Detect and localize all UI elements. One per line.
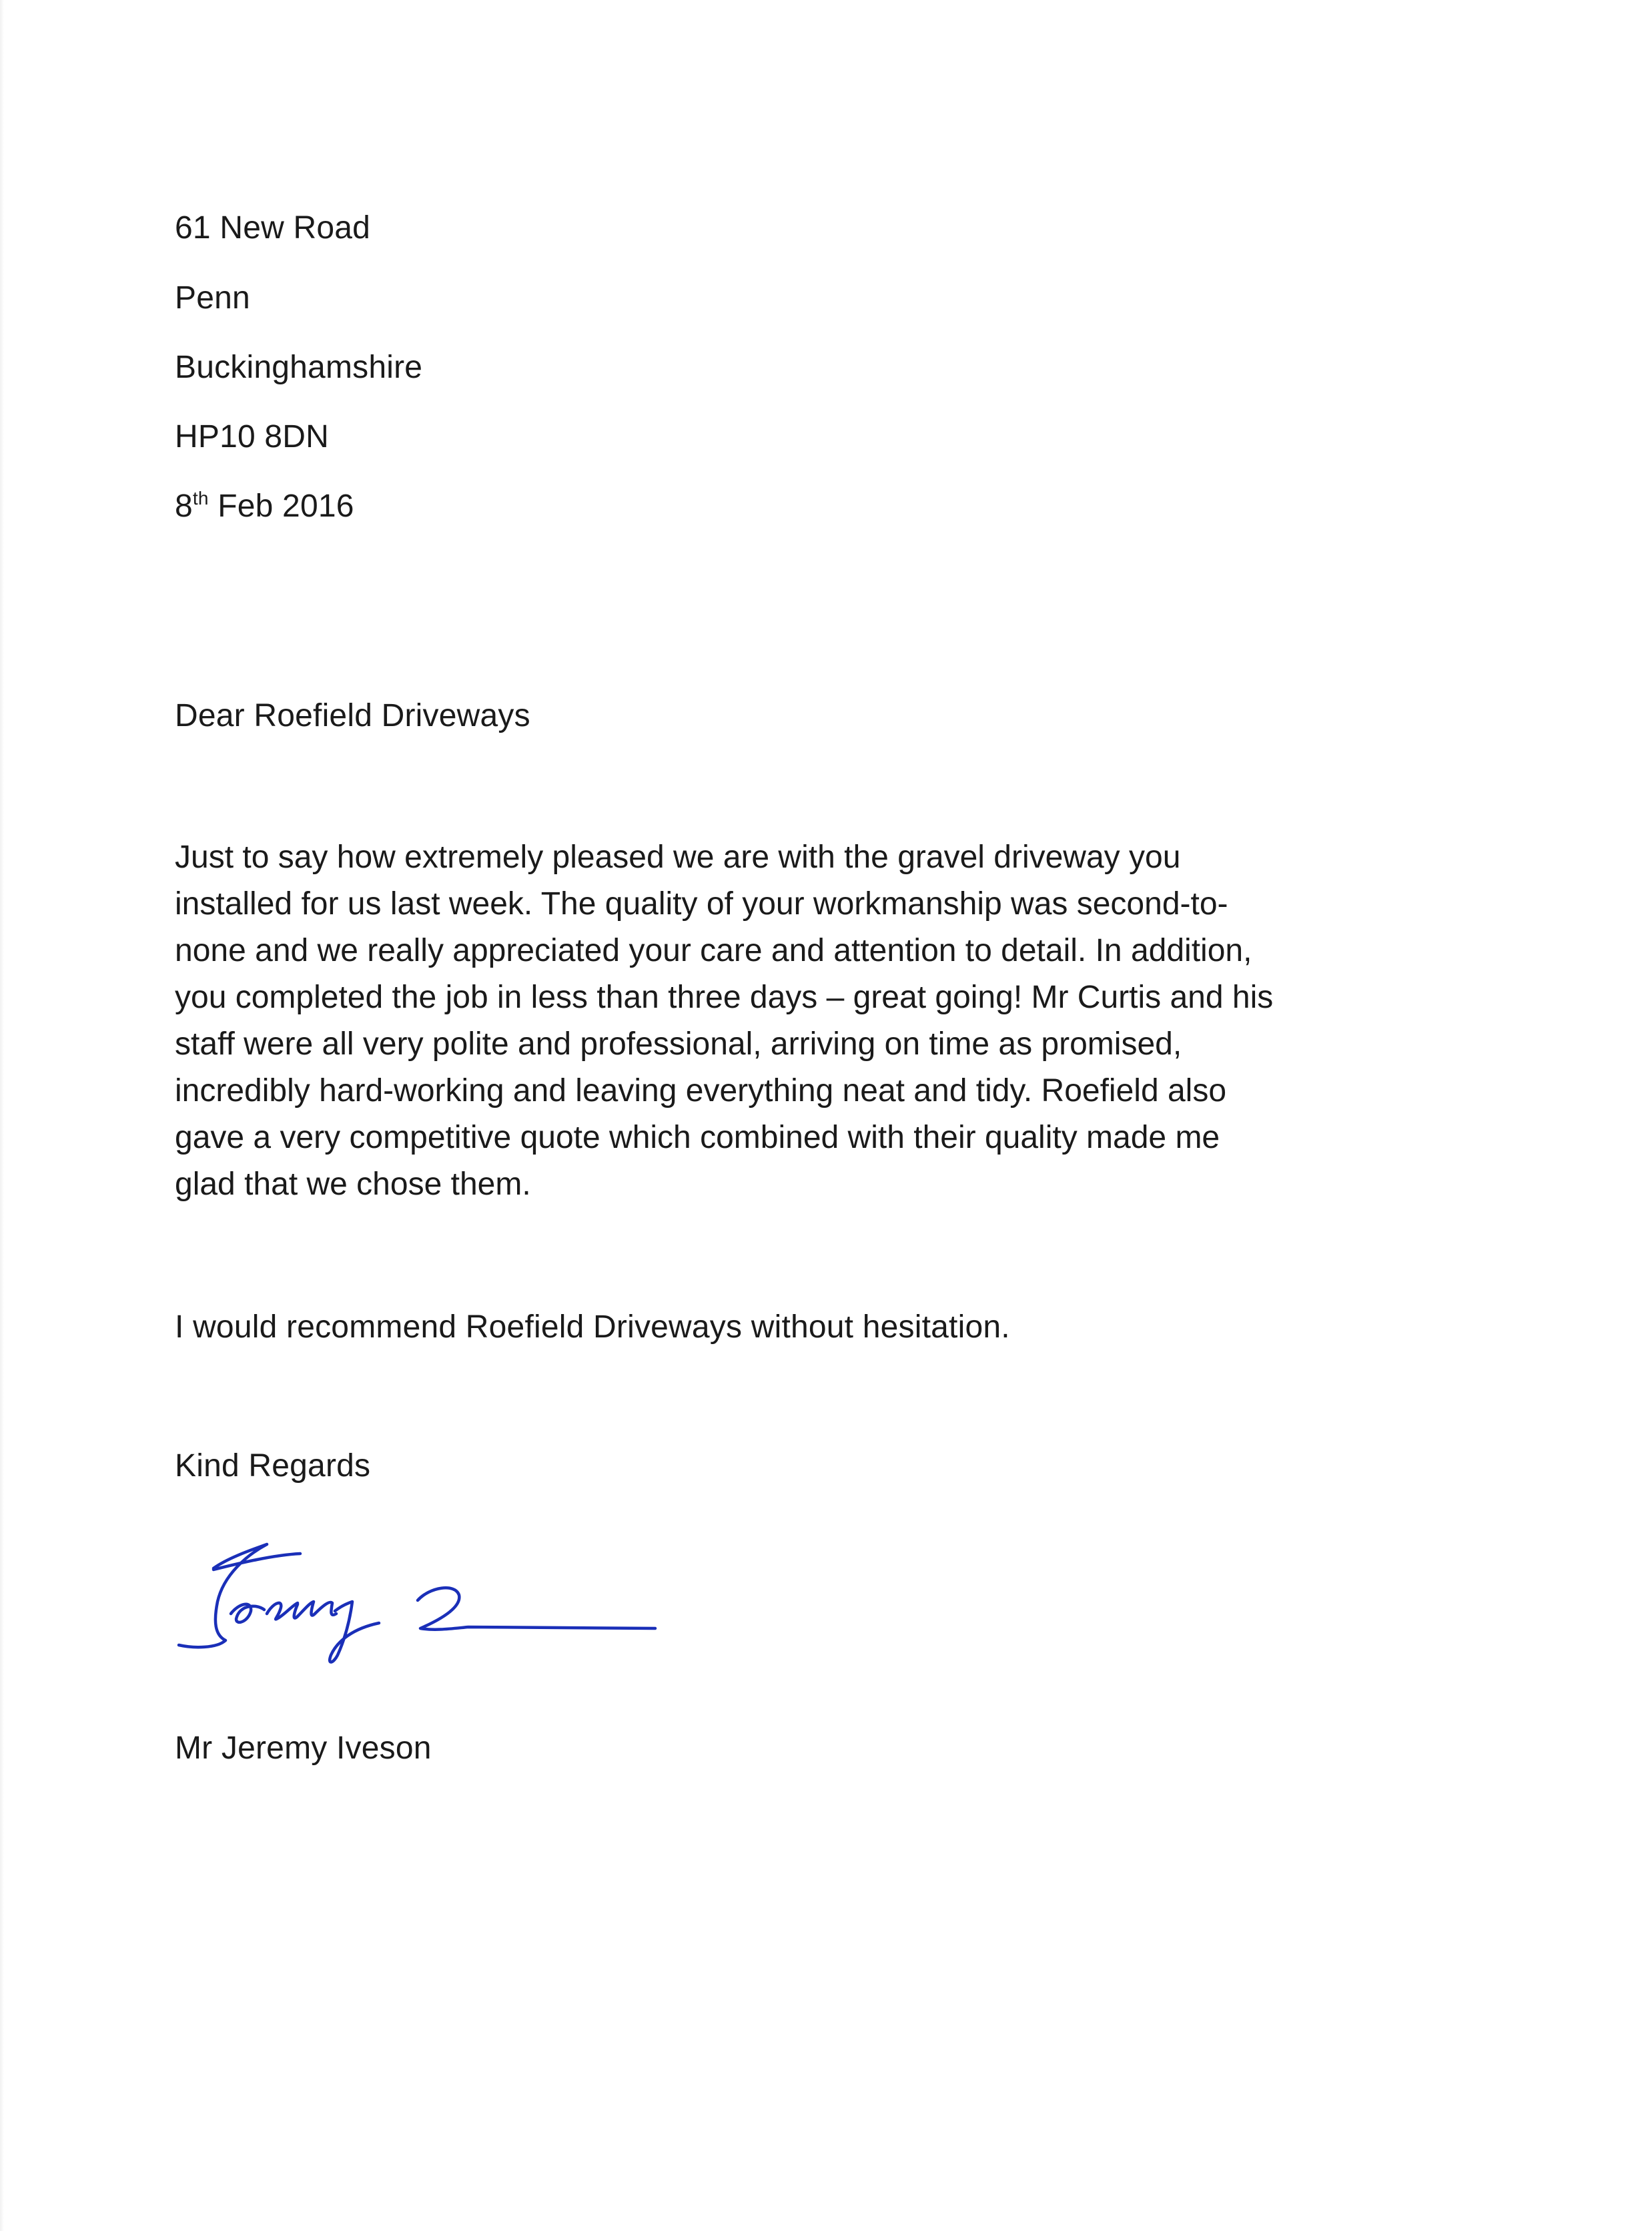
recommendation-line: I would recommend Roefield Driveways without hesitation. [175,1309,1010,1345]
body-line: Just to say how extremely pleased we are with the gravel driveway you [175,840,1181,875]
date-suffix: th [192,488,209,509]
body-line: staff were all very polite and professional, arriving on time as promised, [175,1026,1182,1062]
handwritten-signature [167,1528,674,1682]
address-street: 61 New Road [175,210,371,246]
body-line: incredibly hard-working and leaving everything neat and tidy. Roefield also [175,1073,1227,1108]
body-paragraph [175,834,1523,1208]
closing: Kind Regards [175,1448,371,1484]
address-county: Buckinghamshire [175,350,423,385]
signer-name: Mr Jeremy Iveson [175,1730,432,1766]
body-line: installed for us last week. The quality of your workmanship was second-to- [175,886,1228,922]
address-town: Penn [175,280,250,316]
scan-edge [0,0,4,2231]
date-day: 8 [175,489,193,524]
body-line: gave a very competitive quote which combined with their quality made me [175,1120,1220,1155]
body-line: none and we really appreciated your care and attention to detail. In addition, [175,933,1252,968]
salutation: Dear Roefield Driveways [175,698,530,733]
address-postcode: HP10 8DN [175,419,330,454]
letter-date [175,483,354,534]
date-rest: Feb 2016 [208,489,354,524]
body-line: glad that we chose them. [175,1167,531,1202]
body-line: you completed the job in less than three days – great going! Mr Curtis and his [175,980,1274,1015]
